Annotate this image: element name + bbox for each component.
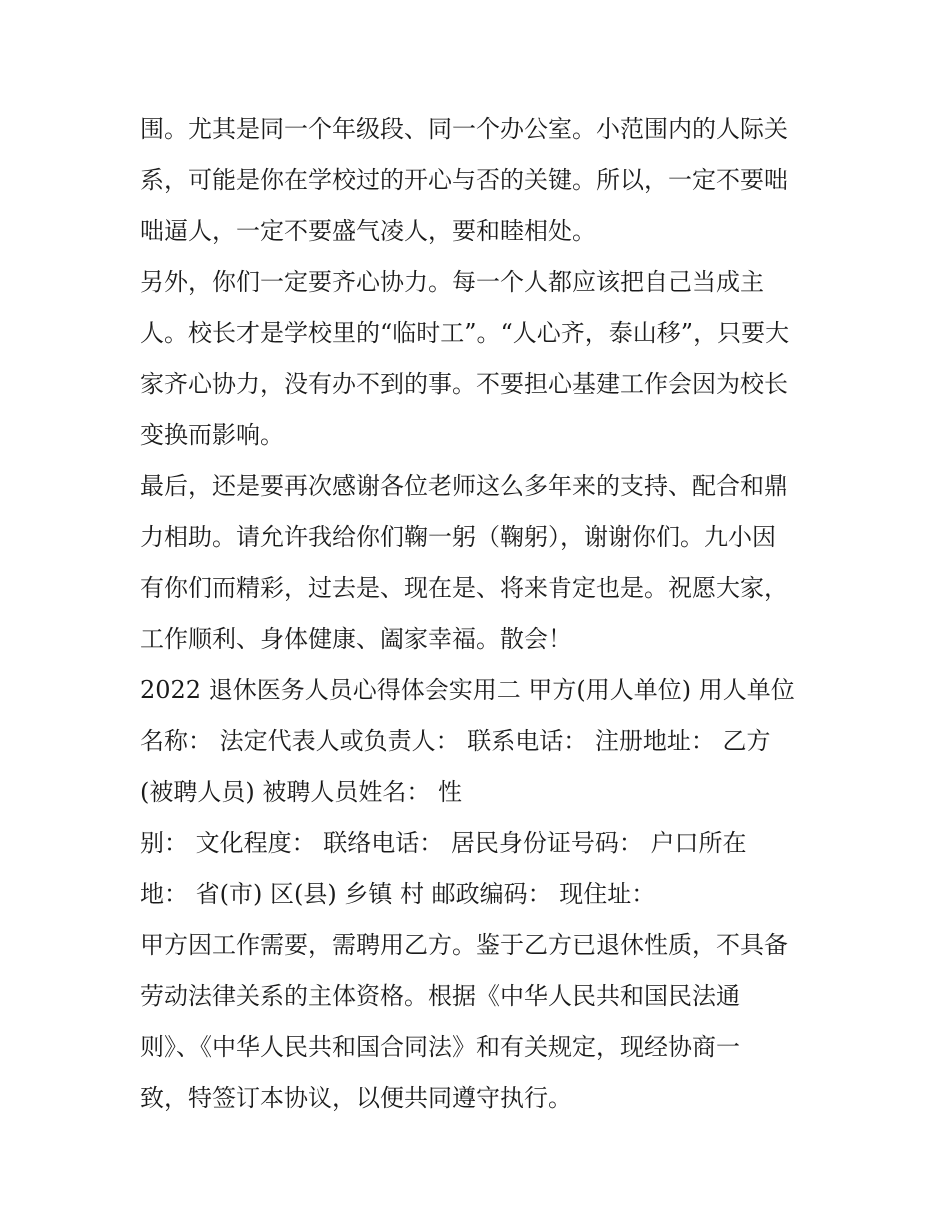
text-line: 人。校长才是学校里的“临时工”。“人心齐，泰山移”，只要大 (140, 319, 790, 347)
text-line: 力相助。请允许我给你们鞠一躬（鞠躬），谢谢你们。九小因 (140, 523, 776, 551)
text-line: 甲方因工作需要，需聘用乙方。鉴于乙方已退休性质，不具备 (140, 931, 788, 959)
text-line: 系，可能是你在学校过的开心与否的关键。所以，一定不要咄 (140, 166, 788, 194)
text-line: 有你们而精彩，过去是、现在是、将来肯定也是。祝愿大家， (140, 574, 788, 602)
text-line: 另外，你们一定要齐心协力。每一个人都应该把自己当成主 (140, 268, 764, 296)
text-line: 地： 省(市) 区(县) 乡镇 村 邮政编码： 现住址： (140, 880, 656, 908)
text-line: 别： 文化程度： 联络电话： 居民身份证号码： 户口所在 (140, 829, 747, 857)
text-line: 致，特签订本协议，以便共同遵守执行。 (140, 1084, 572, 1112)
text-line: 围。尤其是同一个年级段、同一个办公室。小范围内的人际关 (140, 115, 788, 143)
text-line: 家齐心协力，没有办不到的事。不要担心基建工作会因为校长 (140, 370, 788, 398)
text-line: 2022 退休医务人员心得体会实用二 甲方(用人单位) 用人单位 (140, 676, 795, 704)
text-line: 劳动法律关系的主体资格。根据《中华人民共和国民法通 (140, 982, 740, 1010)
text-line: 工作顺利、身体健康、阖家幸福。散会！ (140, 625, 572, 653)
text-line: 则》、《中华人民共和国合同法》和有关规定，现经协商一 (140, 1033, 740, 1061)
text-line: 咄逼人，一定不要盛气凌人，要和睦相处。 (140, 217, 596, 245)
text-line: (被聘人员) 被聘人员姓名： 性 (140, 778, 462, 806)
text-line: 名称： 法定代表人或负责人： 联系电话： 注册地址： 乙方 (140, 727, 771, 755)
text-line: 变换而影响。 (140, 421, 284, 449)
document-body (140, 104, 820, 1124)
text-line: 最后，还是要再次感谢各位老师这么多年来的支持、配合和鼎 (140, 472, 788, 500)
